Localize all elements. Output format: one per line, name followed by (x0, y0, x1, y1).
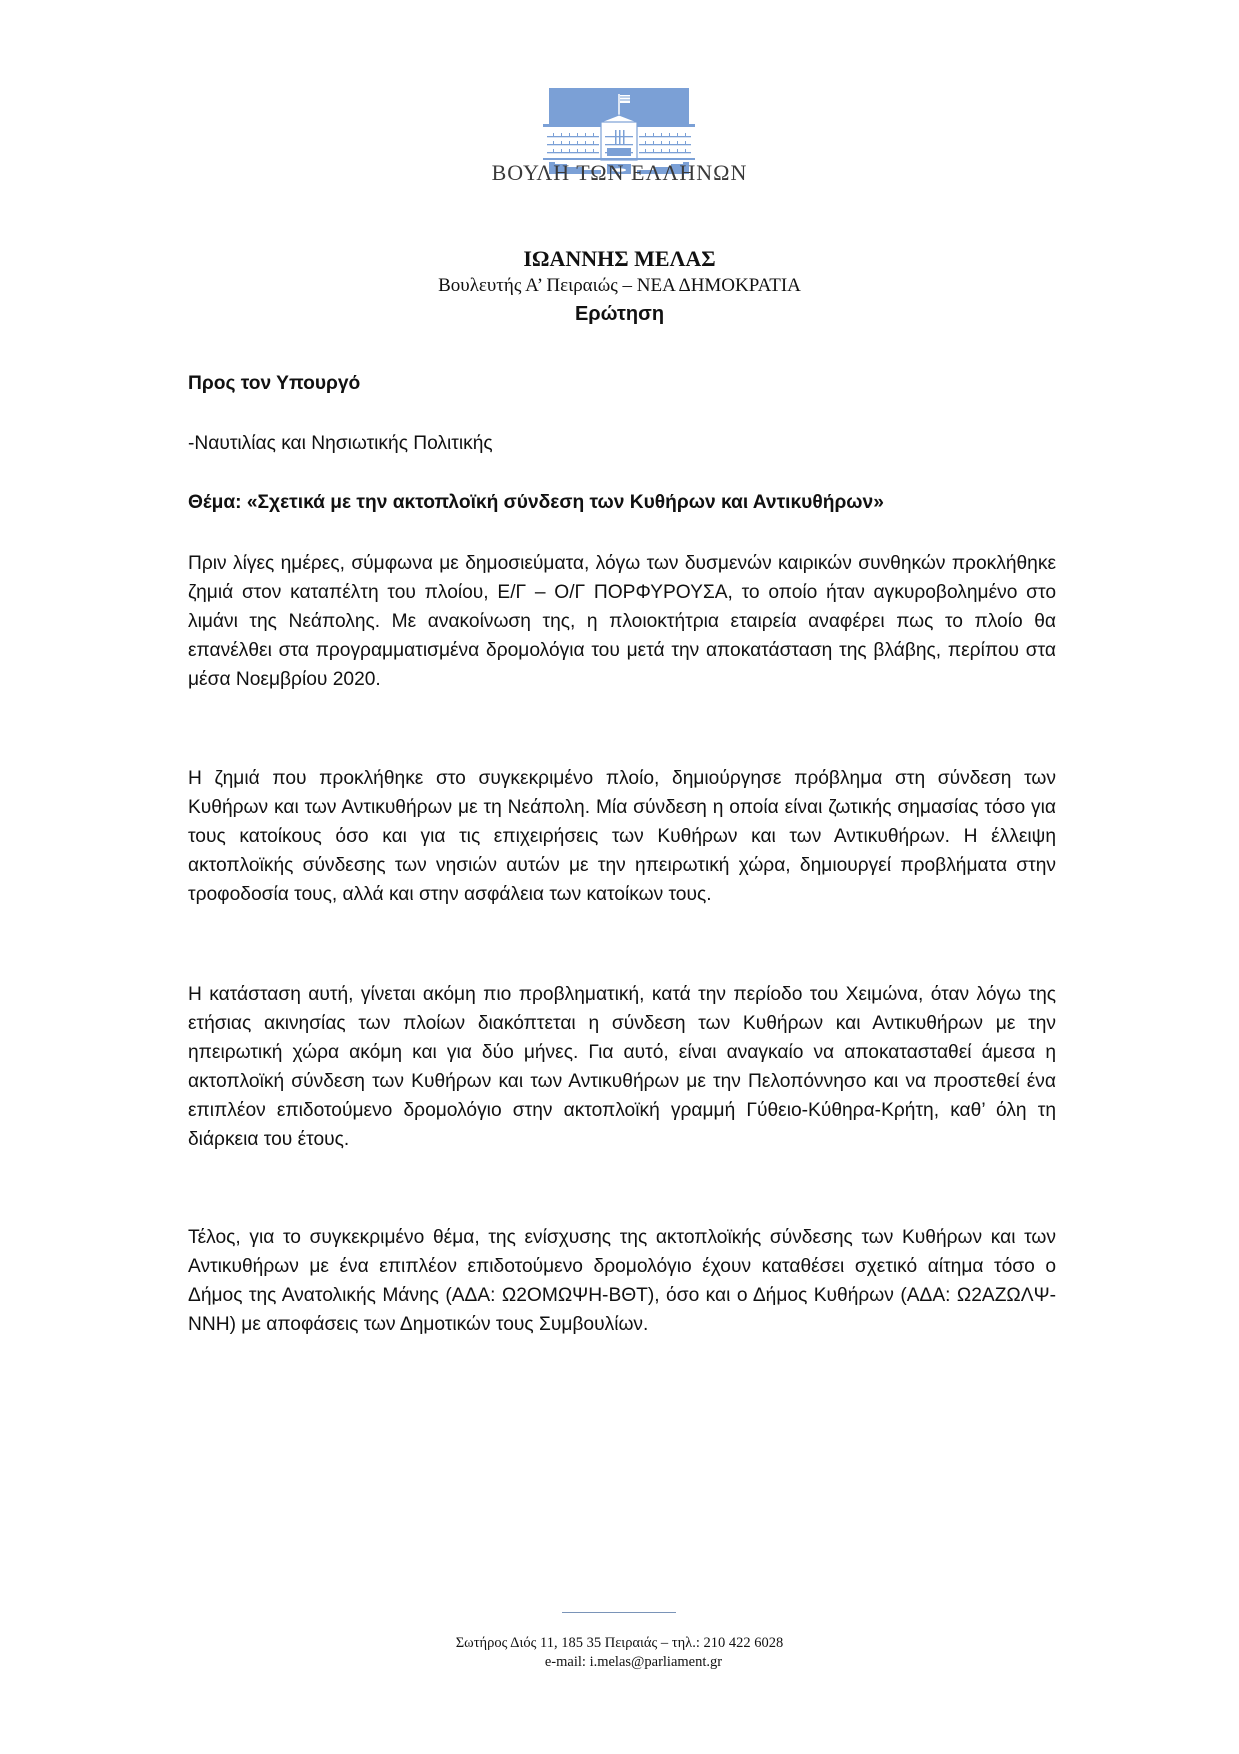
document-type: Ερώτηση (574, 303, 665, 325)
footer-divider (562, 1612, 676, 1613)
footer-email[interactable]: e-mail: i.melas@parliament.gr (544, 1654, 723, 1670)
paragraph: Η ζημιά που προκλήθηκε στο συγκεκριμένο πλοίο, δημιούργησε πρόβλημα στη σύνδεση των Κυθήρων και των Αντικυθήρων με τη Νεάπολη. Μία σύνδεση η οποία είναι ζωτικής σημασίας τόσο για τους κατοίκους όσο και για τις επιχειρήσεις των Κυθήρων και των Αντικυθήρων. Η έλλειψη ακτοπλοϊκής σύνδεσης των νησιών αυτών με την ηπειρωτική χώρα, δημιουργεί προβλήματα στην τροφοδοσία τους, αλλά και στην ασφάλεια των κατοίκων τους. (188, 768, 1056, 905)
parliament-caption: ΒΟΥΛΗ ΤΩΝ ΕΛΛΗΝΩΝ (491, 160, 748, 185)
subject-line: Θέμα: «Σχετικά με την ακτοπλοϊκή σύνδεση των Κυθήρων και Αντικυθήρων» (188, 492, 884, 513)
mp-role: Βουλευτής Α’ Πειραιώς – ΝΕΑ ΔΗΜΟΚΡΑΤΙΑ (438, 275, 801, 296)
mp-name: ΙΩΑΝΝΗΣ ΜΕΛΑΣ (523, 246, 716, 271)
paragraph: Τέλος, για το συγκεκριμένο θέμα, της ενίσχυσης της ακτοπλοϊκής σύνδεσης των Κυθήρων και των Αντικυθήρων με ένα επιπλέον επιδοτούμενο δρομολόγιο έχουν καταθέσει σχετικό αίτημα τόσο ο Δήμος της Ανατολικής Μάνης (ΑΔΑ: Ω2ΟΜΩΨΗ-ΒΘΤ), όσο και ο Δήμος Κυθήρων (ΑΔΑ: Ω2ΑΖΩΛΨ-ΝΝΗ) με αποφάσεις των Δημοτικών τους Συμβουλίων. (188, 1227, 1056, 1335)
paragraph: Η κατάσταση αυτή, γίνεται ακόμη πιο προβληματική, κατά την περίοδο του Χειμώνα, όταν λόγω της ετήσιας ακινησίας των πλοίων διακόπτεται η σύνδεση των Κυθήρων και Αντικυθήρων με την ηπειρωτική χώρα ακόμη και για δύο μήνες. Για αυτό, είναι αναγκαίο να αποκατασταθεί άμεσα η ακτοπλοϊκή σύνδεση των Κυθήρων και των Αντικυθήρων με την Πελοπόννησο και να προστεθεί ένα επιπλέον επιδοτούμενο δρομολόγιο στην ακτοπλοϊκή γραμμή Γύθειο-Κύθηρα-Κρήτη, καθ’ όλη τη διάρκεια του έτους. (188, 984, 1056, 1150)
addressee-to: Προς τον Υπουργό (188, 373, 361, 394)
addressee-ministry: -Ναυτιλίας και Νησιωτικής Πολιτικής (188, 433, 493, 454)
footer-address: Σωτήρος Διός 11, 185 35 Πειραιάς – τηλ.: 210 422 6028 (455, 1635, 784, 1651)
paragraph: Πριν λίγες ημέρες, σύμφωνα με δημοσιεύματα, λόγω των δυσμενών καιρικών συνθηκών προκλήθηκε ζημιά στον καταπέλτη του πλοίου, Ε/Γ – Ο/Γ ΠΟΡΦΥΡΟΥΣΑ, το οποίο ήταν αγκυροβολημένο στο λιμάνι της Νεάπολης. Με ανακοίνωση της, η πλοιοκτήτρια εταιρεία αναφέρει πως το πλοίο θα επανέλθει στα προγραμματισμένα δρομολόγια του μετά την αποκατάσταση της βλάβης, περίπου στα μέσα Νοεμβρίου 2020. (188, 553, 1056, 690)
